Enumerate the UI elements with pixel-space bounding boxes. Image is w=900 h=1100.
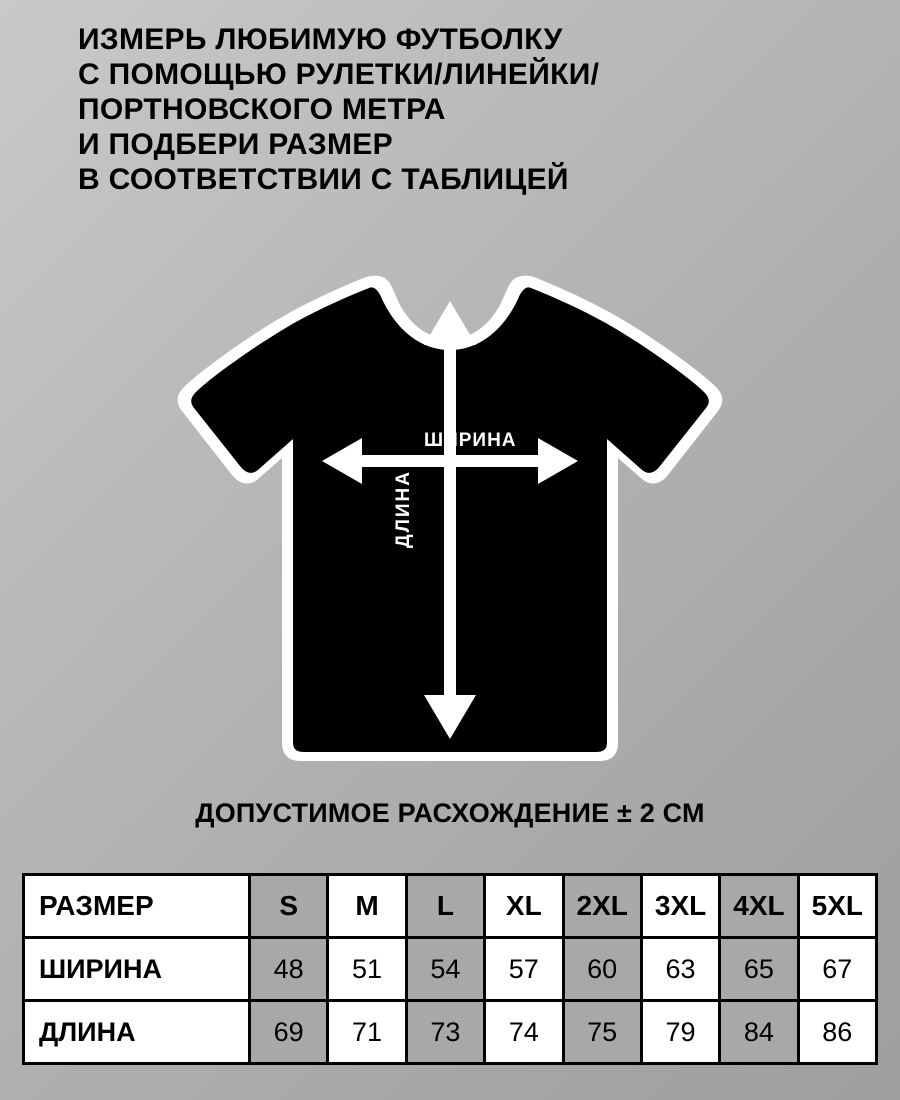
row-header-length: ДЛИНА xyxy=(24,1001,250,1064)
table-row-sizes xyxy=(24,875,877,938)
size-cell-4: 2XL xyxy=(563,875,641,938)
size-cell-6: 4XL xyxy=(720,875,798,938)
width-cell-4: 60 xyxy=(563,938,641,1001)
headline-line-4: И ПОДБЕРИ РАЗМЕР xyxy=(78,128,393,161)
length-cell-6: 84 xyxy=(720,1001,798,1064)
length-dimension-label: ДЛИНА xyxy=(393,470,414,548)
size-table-container xyxy=(22,873,878,1065)
size-cell-7: 5XL xyxy=(798,875,876,938)
length-cell-3: 74 xyxy=(485,1001,563,1064)
length-cell-5: 79 xyxy=(641,1001,719,1064)
width-cell-3: 57 xyxy=(485,938,563,1001)
size-cell-3: XL xyxy=(485,875,563,938)
length-cell-4: 75 xyxy=(563,1001,641,1064)
width-cell-5: 63 xyxy=(641,938,719,1001)
size-cell-5: 3XL xyxy=(641,875,719,938)
size-table xyxy=(22,873,878,1065)
width-cell-1: 51 xyxy=(328,938,406,1001)
width-cell-2: 54 xyxy=(406,938,484,1001)
width-dimension-label: ШИРИНА xyxy=(424,430,517,451)
size-cell-0: S xyxy=(250,875,328,938)
headline-line-5: В СООТВЕТСТВИИ С ТАБЛИЦЕЙ xyxy=(78,163,569,196)
headline-line-1: ИЗМЕРЬ ЛЮБИМУЮ ФУТБОЛКУ xyxy=(78,23,563,56)
tshirt-diagram xyxy=(0,265,900,775)
width-cell-6: 65 xyxy=(720,938,798,1001)
length-cell-0: 69 xyxy=(250,1001,328,1064)
width-cell-7: 67 xyxy=(798,938,876,1001)
headline-line-3: ПОРТНОВСКОГО МЕТРА xyxy=(78,93,446,126)
tshirt-illustration xyxy=(170,265,730,775)
width-cell-0: 48 xyxy=(250,938,328,1001)
length-cell-7: 86 xyxy=(798,1001,876,1064)
row-header-size: РАЗМЕР xyxy=(24,875,250,938)
size-cell-1: M xyxy=(328,875,406,938)
headline-line-2: С ПОМОЩЬЮ РУЛЕТКИ/ЛИНЕЙКИ/ xyxy=(78,58,600,91)
row-header-width: ШИРИНА xyxy=(24,938,250,1001)
page-title xyxy=(78,22,838,197)
length-cell-1: 71 xyxy=(328,1001,406,1064)
table-row-width xyxy=(24,938,877,1001)
length-cell-2: 73 xyxy=(406,1001,484,1064)
tolerance-note: ДОПУСТИМОЕ РАСХОЖДЕНИЕ ± 2 СМ xyxy=(195,798,705,828)
table-row-length xyxy=(24,1001,877,1064)
size-cell-2: L xyxy=(406,875,484,938)
